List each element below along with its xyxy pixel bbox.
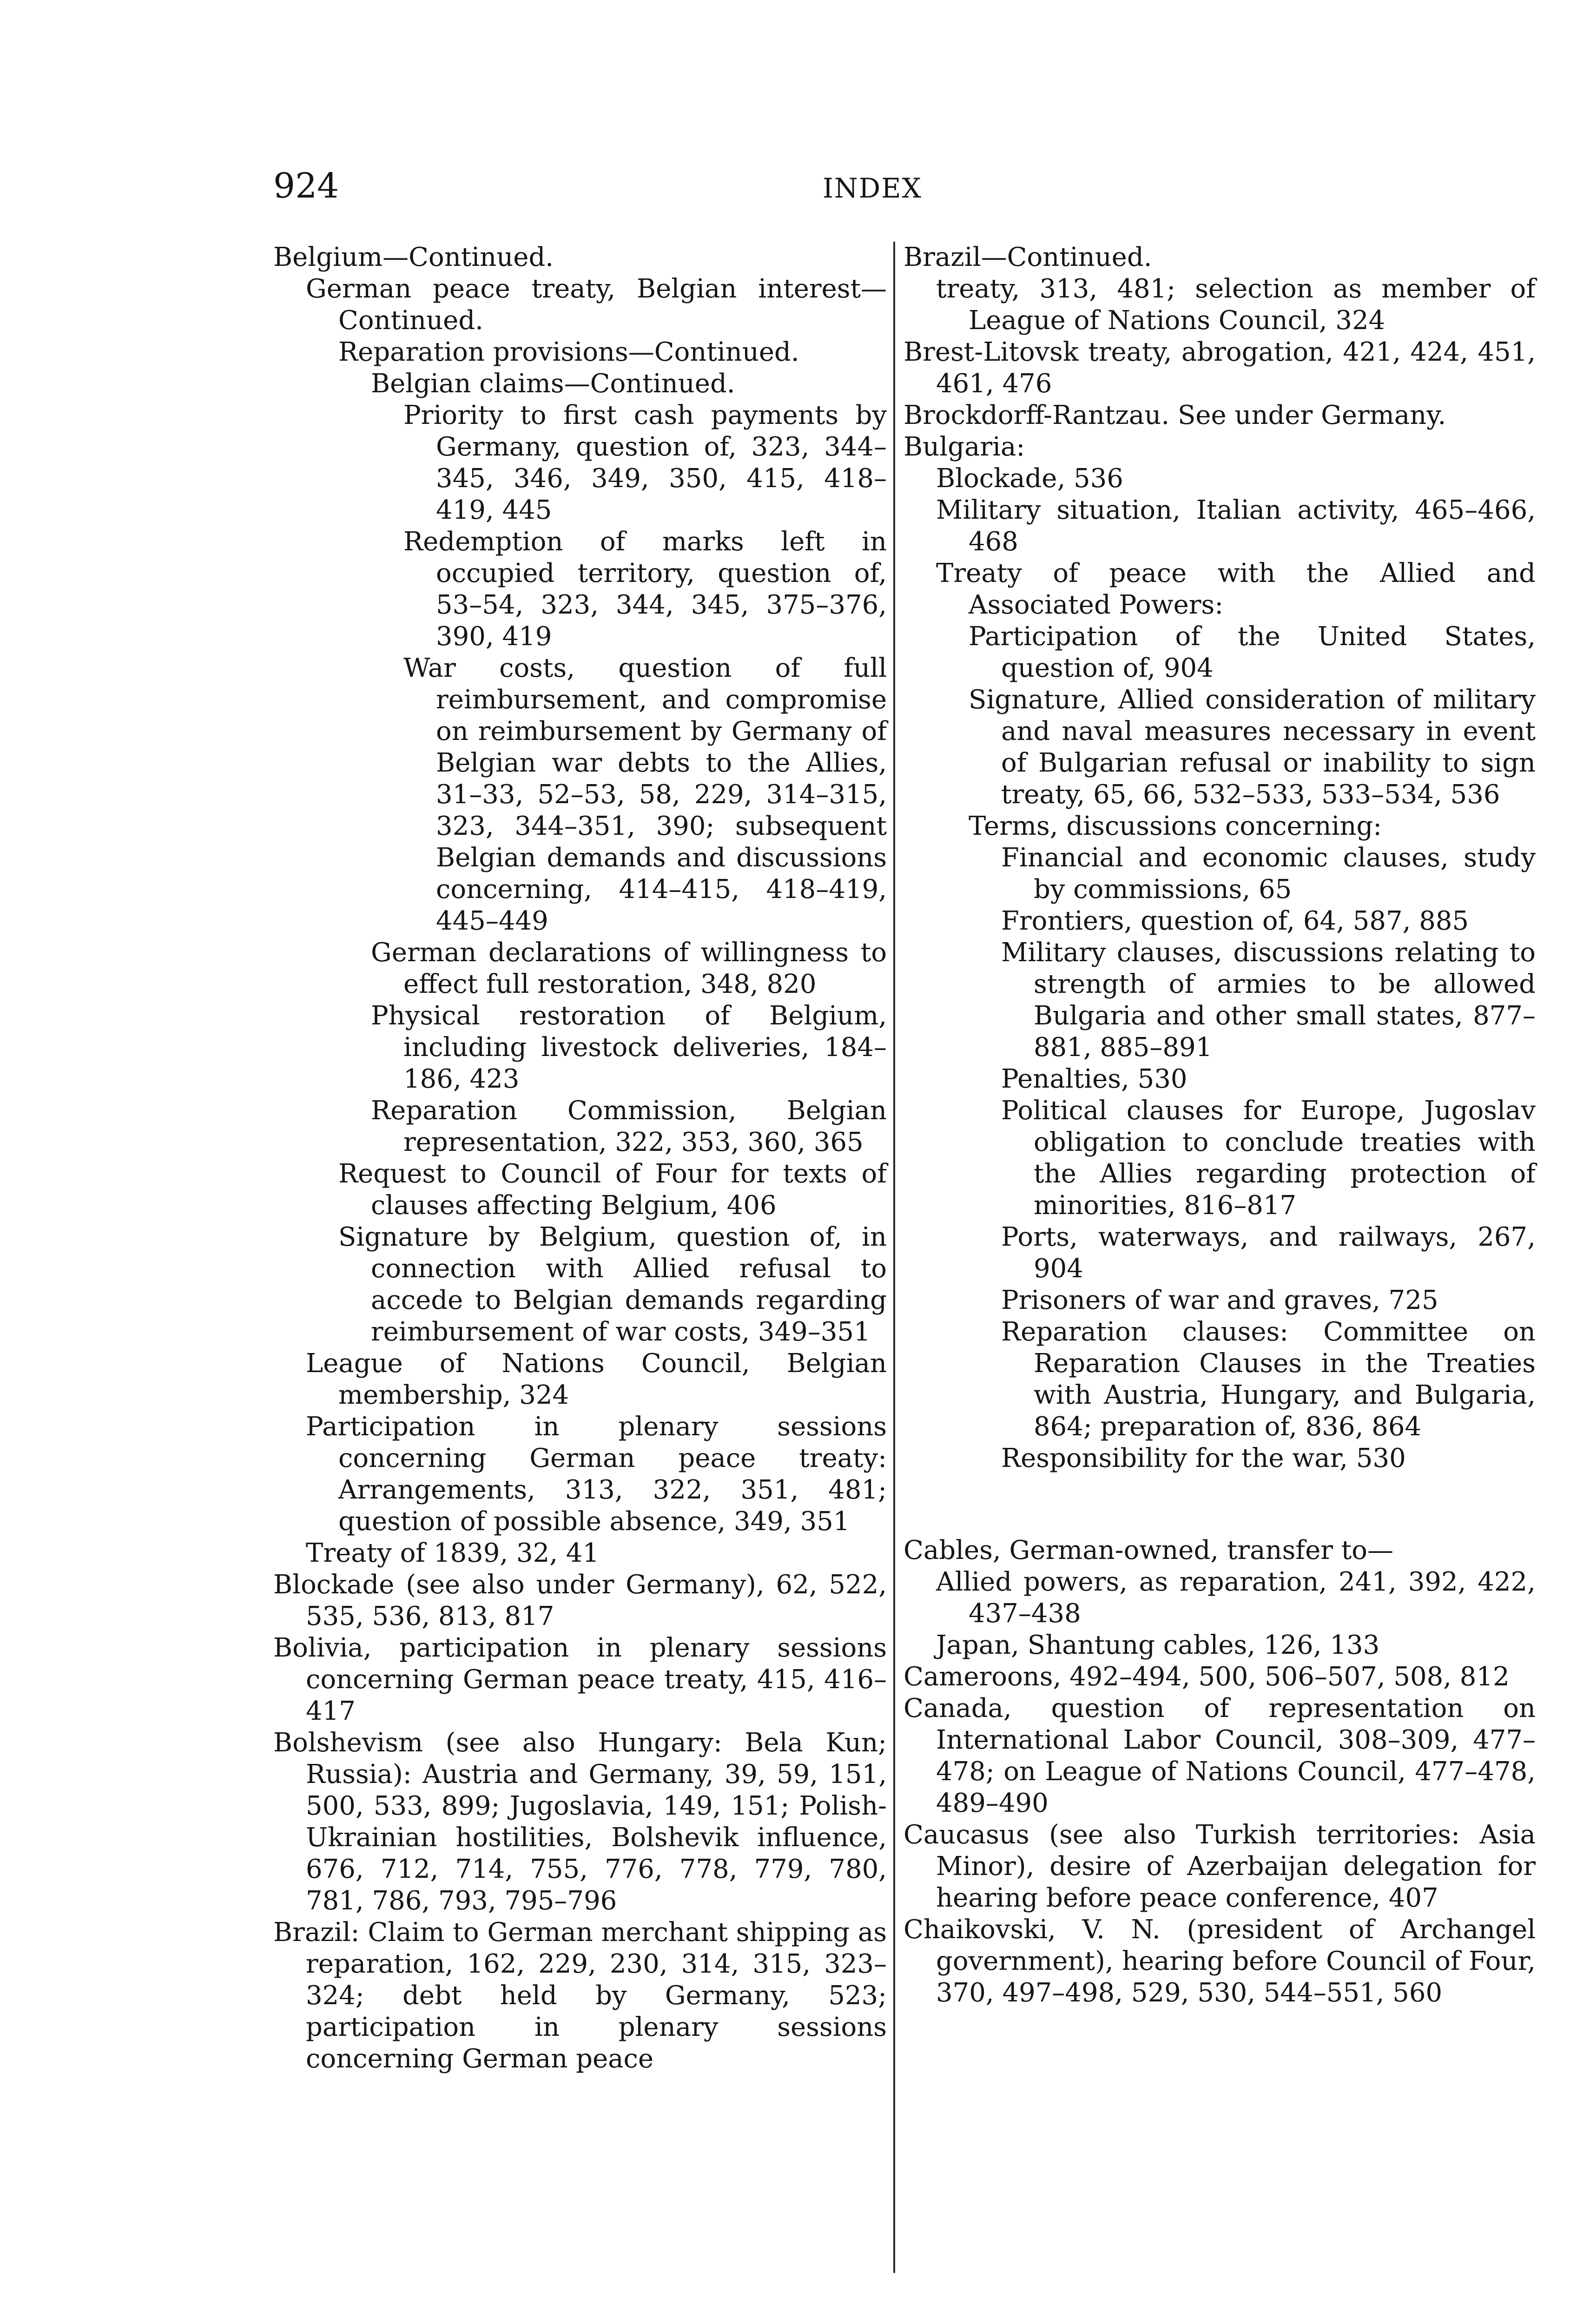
index-entry: Allied powers, as reparation, 241, 392, 422, 437–438 <box>936 1567 1536 1629</box>
index-entry: Reparation provisions—Continued. <box>338 337 799 367</box>
index-entry: Japan, Shantung cables, 126, 133 <box>936 1630 1380 1660</box>
index-entry: Belgium—Continued. <box>273 242 554 272</box>
index-entry: German peace treaty, Belgian interest—Continued. <box>306 274 887 336</box>
index-entry: Redemption of marks left in occupied territory, question of, 53–54, 323, 344, 345, 375–376, 390, 419 <box>403 527 887 652</box>
page-number: 924 <box>273 166 339 206</box>
index-entry: Brazil—Continued. <box>904 242 1152 272</box>
index-entry: Brest-Litovsk treaty, abrogation, 421, 424, 451, 461, 476 <box>904 337 1536 399</box>
index-entry: Brazil: Claim to German merchant shipping as reparation, 162, 229, 230, 314, 315, 323–324; debt held by Germany, 523; participation in plenary sessions concerning German peace <box>273 1917 887 2074</box>
index-entry: Brockdorff-Rantzau. See under Germany. <box>904 400 1446 430</box>
index-entry: Cameroons, 492–494, 500, 506–507, 508, 812 <box>904 1662 1510 1692</box>
index-entry: Bolshevism (see also Hungary: Bela Kun; Russia): Austria and Germany, 39, 59, 151, 500, 533, 899; Jugoslavia, 149, 151; Polish-Ukrainian hostilities, Bolshevik influence, 676, 712, 714, 755, 776, 778, 779, 780, 781, 786, 793, 795–796 <box>273 1728 887 1916</box>
page-header <box>0 165 1570 207</box>
index-entry: War costs, question of full reimbursement, and compromise on reimbursement by Germany of Belgian war debts to the Allies, 31–33, 52–53, 58, 229, 314–315, 323, 344–351, 390; subsequent Belgian demands and discussions concerning, 414–415, 418–419, 445–449 <box>403 653 887 936</box>
index-entry: Political clauses for Europe, Jugoslav obligation to conclude treaties with the Allies regarding protection of minorities, 816–817 <box>1001 1096 1536 1221</box>
index-entry: Reparation clauses: Committee on Reparation Clauses in the Treaties with Austria, Hungary, and Bulgaria, 864; preparation of, 836, 864 <box>1001 1317 1536 1442</box>
index-entry: Canada, question of representation on International Labor Council, 308–309, 477–478; on League of Nations Council, 477–478, 489–490 <box>904 1693 1536 1818</box>
index-entry: Treaty of peace with the Allied and Associated Powers: <box>936 558 1536 620</box>
index-entry: Military clauses, discussions relating to strength of armies to be allowed Bulgaria and other small states, 877–881, 885–891 <box>1001 938 1536 1063</box>
index-entry: Military situation, Italian activity, 465–466, 468 <box>936 495 1536 557</box>
index-entry: Blockade, 536 <box>936 463 1123 494</box>
index-entry: German declarations of willingness to effect full restoration, 348, 820 <box>371 938 887 999</box>
index-entry: Physical restoration of Belgium, including livestock deliveries, 184–186, 423 <box>371 1001 887 1094</box>
index-entry: Blockade (see also under Germany), 62, 522, 535, 536, 813, 817 <box>273 1570 887 1631</box>
index-entry: Bolivia, participation in plenary sessions concerning German peace treaty, 415, 416–417 <box>273 1633 887 1726</box>
index-entry: Responsibility for the war, 530 <box>1001 1443 1406 1473</box>
index-entry: Belgian claims—Continued. <box>371 369 735 399</box>
running-head: INDEX <box>823 172 922 204</box>
index-entry: Cables, German-owned, transfer to— <box>904 1535 1394 1565</box>
index-entry: Financial and economic clauses, study by commissions, 65 <box>1001 843 1536 905</box>
index-entry: Participation of the United States, question of, 904 <box>969 621 1536 683</box>
index-entry: Prisoners of war and graves, 725 <box>1001 1285 1438 1315</box>
index-entry: League of Nations Council, Belgian membership, 324 <box>306 1348 887 1410</box>
index-entry: Bulgaria: <box>904 432 1025 462</box>
entry-gap <box>904 1474 1536 1535</box>
index-entry: Chaikovski, V. N. (president of Archangel government), hearing before Council of Four, 370, 497–498, 529, 530, 544–551, 560 <box>904 1915 1536 2008</box>
index-entry: Request to Council of Four for texts of clauses affecting Belgium, 406 <box>338 1159 887 1221</box>
index-entry: Penalties, 530 <box>1001 1064 1187 1094</box>
index-entry: Priority to first cash payments by Germany, question of, 323, 344–345, 346, 349, 350, 415, 418–419, 445 <box>403 400 887 525</box>
index-entry: Participation in plenary sessions concerning German peace treaty: Arrangements, 313, 322, 351, 481; question of possible absence, 349, 351 <box>306 1412 887 1537</box>
index-entry: Reparation Commission, Belgian representation, 322, 353, 360, 365 <box>371 1096 887 1157</box>
index-entry: Ports, waterways, and railways, 267, 904 <box>1001 1222 1536 1284</box>
index-entry: Signature by Belgium, question of, in connection with Allied refusal to accede to Belgian demands regarding reimbursement of war costs, 349–351 <box>338 1222 887 1347</box>
index-column-left <box>273 242 887 2075</box>
index-entry: Frontiers, question of, 64, 587, 885 <box>1001 906 1469 936</box>
index-entry: Terms, discussions concerning: <box>969 811 1382 841</box>
index-entry: Signature, Allied consideration of military and naval measures necessary in event of Bulgarian refusal or inability to sign treaty, 65, 66, 532–533, 533–534, 536 <box>969 685 1536 810</box>
index-entry: Treaty of 1839, 32, 41 <box>306 1538 600 1568</box>
index-column-right <box>904 242 1536 2009</box>
index-entry: Caucasus (see also Turkish territories: Asia Minor), desire of Azerbaijan delegation for hearing before peace conference, 407 <box>904 1820 1536 1913</box>
column-divider <box>893 242 895 2273</box>
index-entry: treaty, 313, 481; selection as member of League of Nations Council, 324 <box>936 274 1536 336</box>
